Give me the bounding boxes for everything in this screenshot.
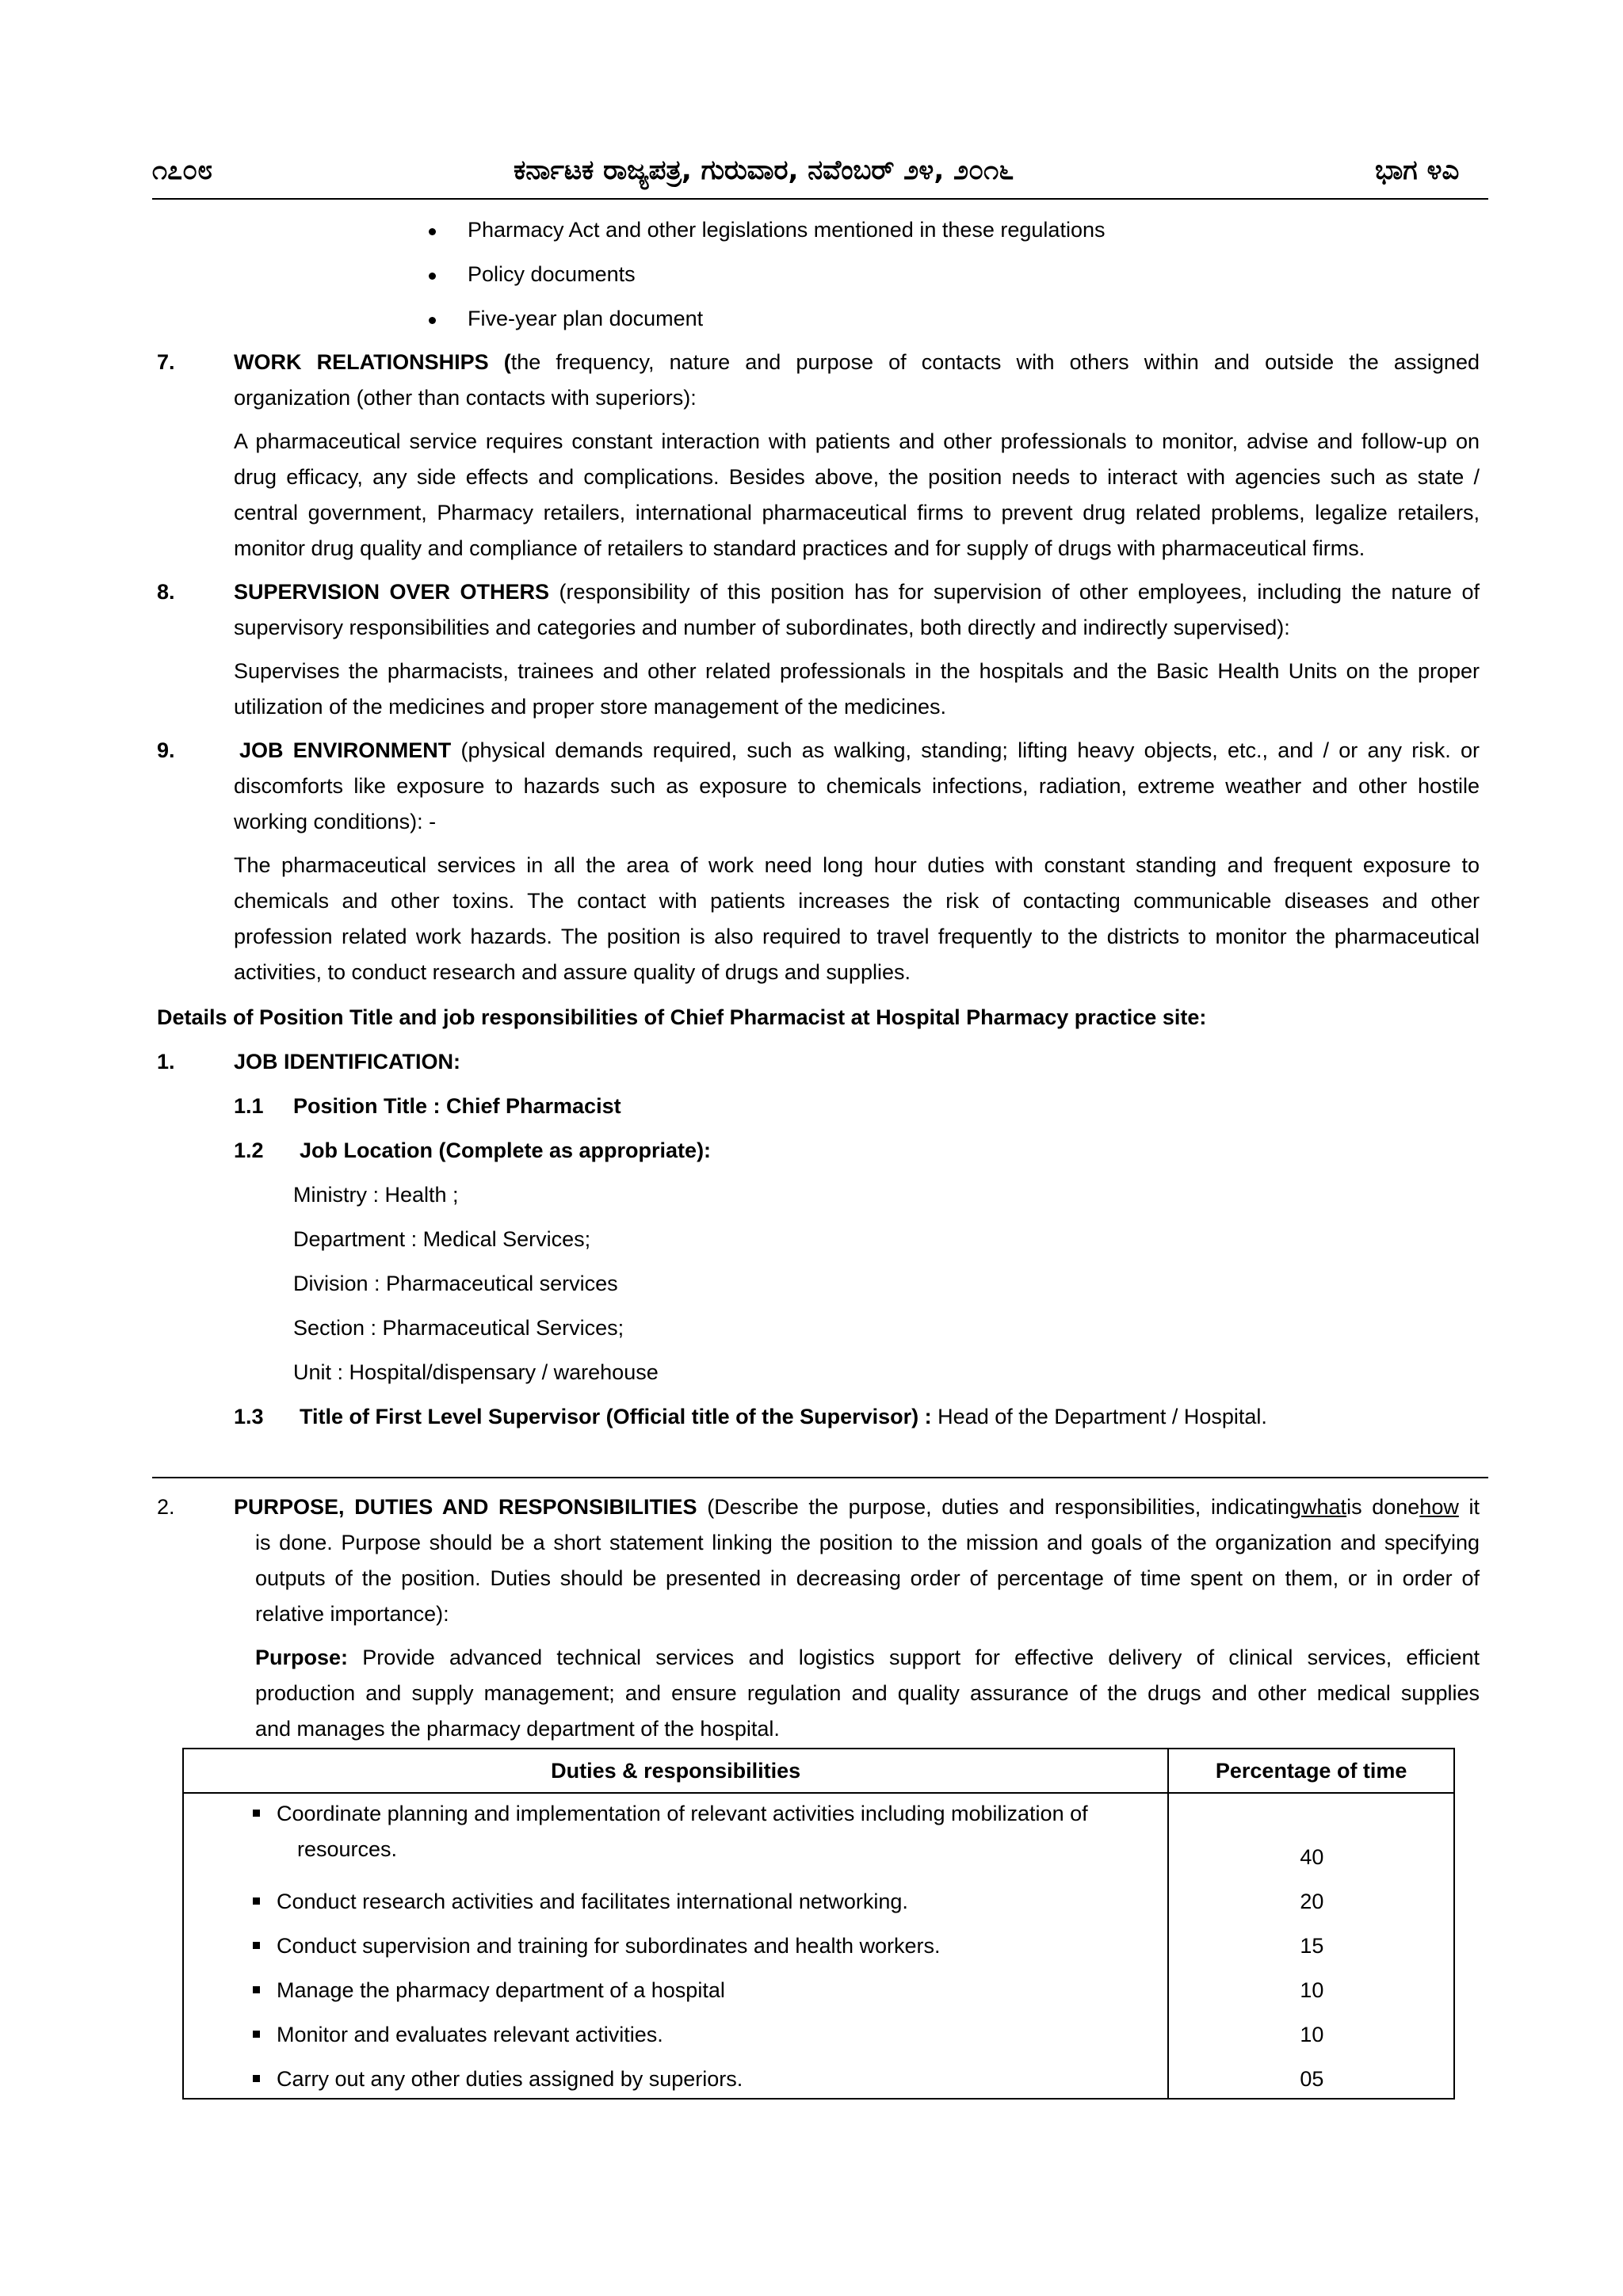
section-intro-text: it xyxy=(1458,1495,1480,1519)
header-rule xyxy=(152,198,1488,200)
duties-table xyxy=(182,1748,1455,2100)
paragraph-line: is done. Purpose should be a short statement linking the position to the mission and goals of the organization and specifying xyxy=(255,1531,1480,1554)
purpose-label: Purpose: xyxy=(255,1646,349,1669)
percentage-value: 10 xyxy=(1300,1978,1324,2002)
section-number: 9. xyxy=(157,738,175,762)
percentage-value: 15 xyxy=(1300,1934,1324,1958)
bullet-item: Five-year plan document xyxy=(468,307,704,330)
duty-item-continued: resources. xyxy=(297,1837,398,1861)
purpose-text: Provide advanced technical services and logistics support for effective delivery of clinical services, efficient xyxy=(348,1646,1480,1669)
location-line: Department : Medical Services; xyxy=(293,1227,591,1251)
location-line: Division : Pharmaceutical services xyxy=(293,1272,618,1295)
section-intro-text: working conditions): - xyxy=(234,810,437,833)
purpose-line: production and supply management; and ensure regulation and quality assurance of the drugs and other medical supplies xyxy=(255,1681,1480,1705)
section-title: WORK RELATIONSHIPS ( xyxy=(234,350,511,374)
section-number: 2. xyxy=(157,1495,175,1519)
first-level-supervisor xyxy=(300,1399,1267,1435)
paragraph-line: chemicals and other toxins. The contact with patients increases the risk of contacting communicable diseases and other xyxy=(234,889,1480,913)
section-intro-text: (physical demands required, such as walking, standing; lifting heavy objects, etc., and / or any risk. or xyxy=(451,738,1480,762)
section-8-intro xyxy=(234,574,1480,610)
percentage-value: 10 xyxy=(1300,2023,1324,2046)
supervisor-label: Title of First Level Supervisor (Official title of the Supervisor) : xyxy=(300,1405,932,1428)
square-bullet-icon xyxy=(253,1986,260,1993)
bullet-icon xyxy=(429,317,436,324)
section-divider xyxy=(152,1477,1488,1478)
square-bullet-icon xyxy=(253,2075,260,2082)
location-line: Section : Pharmaceutical Services; xyxy=(293,1316,624,1340)
section-number: 8. xyxy=(157,580,175,604)
paragraph-line: utilization of the medicines and proper store management of the medicines. xyxy=(234,695,947,719)
percentage-value: 05 xyxy=(1300,2067,1324,2091)
paragraph-line: monitor drug quality and compliance of retailers to standard practices and for supply of drugs with pharmaceutical firms. xyxy=(234,536,1365,560)
square-bullet-icon xyxy=(253,2031,260,2038)
section-title: JOB ENVIRONMENT xyxy=(239,738,452,762)
section-title: SUPERVISION OVER OTHERS xyxy=(234,580,549,604)
section-title: PURPOSE, DUTIES AND RESPONSIBILITIES xyxy=(234,1495,697,1519)
paragraph-line: relative importance): xyxy=(255,1602,449,1626)
section-intro-text: is done xyxy=(1346,1495,1420,1519)
section-number: 1. xyxy=(157,1050,175,1074)
column-header: Duties & responsibilities xyxy=(183,1749,1168,1793)
bullet-icon xyxy=(429,273,436,280)
section-intro-text: (responsibility of this position has for supervision of other employees, including the nature of xyxy=(549,580,1480,604)
purpose-line: and manages the pharmacy department of the hospital. xyxy=(255,1717,780,1741)
section-intro-text: (Describe the purpose, duties and responsibilities, indicating xyxy=(697,1495,1302,1519)
supervisor-value: Head of the Department / Hospital. xyxy=(931,1405,1267,1428)
percentage-value: 40 xyxy=(1300,1845,1324,1869)
position-title: Position Title : Chief Pharmacist xyxy=(293,1094,621,1118)
section-intro-text: supervisory responsibilities and categories and number of subordinates, both directly and indirectly supervised): xyxy=(234,616,1290,639)
section-9-intro xyxy=(239,733,1480,769)
section-7-intro xyxy=(234,345,1480,380)
section-title: JOB IDENTIFICATION: xyxy=(234,1050,460,1074)
duty-item: Coordinate planning and implementation of relevant activities including mobilization of xyxy=(277,1802,1088,1825)
section-intro-text: the frequency, nature and purpose of contacts with others within and outside the assigned xyxy=(510,350,1480,374)
table-row xyxy=(183,1793,1454,2099)
paragraph-line: outputs of the position. Duties should be presented in decreasing order of percentage of time spent on them, or in order of xyxy=(255,1566,1480,1590)
square-bullet-icon xyxy=(253,1810,260,1817)
square-bullet-icon xyxy=(253,1942,260,1949)
duty-item: Monitor and evaluates relevant activities. xyxy=(277,2023,663,2046)
underlined-word: how xyxy=(1419,1495,1459,1519)
duty-item: Conduct supervision and training for subordinates and health workers. xyxy=(277,1934,941,1958)
job-location-heading: Job Location (Complete as appropriate): xyxy=(300,1138,712,1162)
location-line: Unit : Hospital/dispensary / warehouse xyxy=(293,1360,659,1384)
location-line: Ministry : Health ; xyxy=(293,1183,459,1207)
bullet-item: Policy documents xyxy=(468,262,636,286)
paragraph-line: activities, to conduct research and assure quality of drugs and supplies. xyxy=(234,960,911,984)
gazette-title: ಕರ್ನಾಟಕ ರಾಜ್ಯಪತ್ರ, ಗುರುವಾರ, ನವೆಂಬರ್ ೨೪, ೨೦೧೬ xyxy=(514,154,1014,186)
subsection-number: 1.3 xyxy=(234,1405,264,1428)
page-number: ೧೭೦೮ xyxy=(152,154,213,186)
section-intro-text: discomforts like exposure to hazards such as exposure to chemicals infections, radiation, extreme weather and other hostile xyxy=(234,774,1480,798)
purpose-line xyxy=(255,1640,1480,1676)
underlined-word: what xyxy=(1301,1495,1347,1519)
details-heading: Details of Position Title and job responsibilities of Chief Pharmacist at Hospital Pharmacy practice site: xyxy=(157,1005,1207,1029)
subsection-number: 1.1 xyxy=(234,1094,264,1118)
paragraph-line: profession related work hazards. The position is also required to travel frequently to the districts to monitor the pharmaceutical xyxy=(234,925,1480,948)
paragraph-line: A pharmaceutical service requires constant interaction with patients and other professionals to monitor, advise and follow-up on xyxy=(234,429,1480,453)
duty-item: Manage the pharmacy department of a hospital xyxy=(277,1978,725,2002)
gazette-part: ಭಾಗ ೪ಎ xyxy=(1375,154,1460,186)
bullet-icon xyxy=(429,228,436,235)
percentage-value: 20 xyxy=(1300,1890,1324,1913)
duty-item: Carry out any other duties assigned by superiors. xyxy=(277,2067,743,2091)
duty-item: Conduct research activities and facilitates international networking. xyxy=(277,1890,908,1913)
percentage-cell xyxy=(1168,1793,1454,2099)
section-intro-text: organization (other than contacts with superiors): xyxy=(234,386,697,410)
subsection-number: 1.2 xyxy=(234,1138,264,1162)
square-bullet-icon xyxy=(253,1897,260,1905)
section-number: 7. xyxy=(157,350,175,374)
table-header-row xyxy=(183,1749,1454,1793)
paragraph-line: drug efficacy, any side effects and complications. Besides above, the position needs to interact with agencies such as state / xyxy=(234,465,1480,489)
duties-cell xyxy=(183,1793,1168,2099)
paragraph-line: Supervises the pharmacists, trainees and other related professionals in the hospitals and the Basic Health Units on the proper xyxy=(234,659,1480,683)
section-2-intro xyxy=(234,1489,1480,1525)
bullet-item: Pharmacy Act and other legislations mentioned in these regulations xyxy=(468,218,1106,242)
column-header: Percentage of time xyxy=(1168,1749,1454,1793)
paragraph-line: central government, Pharmacy retailers, international pharmaceutical firms to prevent drug related problems, legalize retailers, xyxy=(234,501,1480,524)
paragraph-line: The pharmaceutical services in all the area of work need long hour duties with constant standing and frequent exposure to xyxy=(234,853,1480,877)
